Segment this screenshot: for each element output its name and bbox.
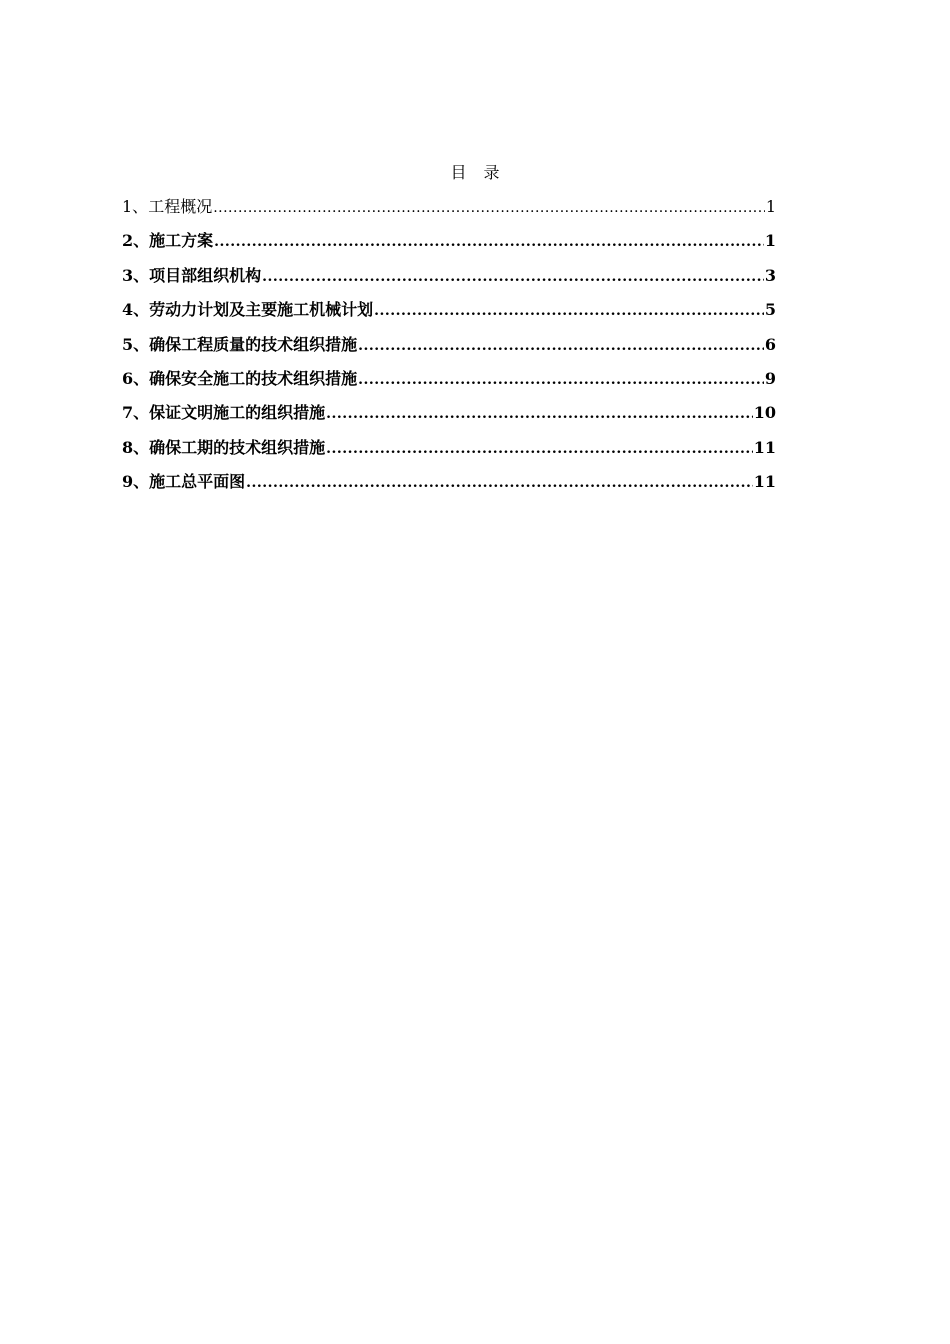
table-of-contents	[122, 196, 776, 506]
toc-entry-page: 9	[764, 368, 776, 388]
dot-leader	[326, 438, 753, 460]
toc-entry-number: 4、	[122, 300, 150, 320]
toc-entry[interactable]	[122, 299, 776, 333]
toc-entry-number: 8、	[122, 437, 150, 457]
dot-leader	[213, 197, 765, 219]
toc-entry-number: 9、	[122, 472, 150, 492]
toc-entry[interactable]	[122, 471, 776, 505]
dot-leader	[326, 403, 753, 425]
dot-leader	[358, 369, 764, 391]
toc-entry-page: 1	[764, 231, 776, 251]
toc-entry-number: 2、	[122, 231, 150, 251]
toc-entry-page: 11	[753, 472, 776, 492]
toc-entry-number: 5、	[122, 334, 150, 354]
toc-entry-label: 项目部组织机构	[149, 265, 262, 285]
toc-entry-number: 7、	[122, 403, 150, 423]
toc-entry-page: 3	[764, 265, 776, 285]
toc-entry-label: 施工总平面图	[149, 472, 246, 492]
dot-leader	[246, 472, 753, 494]
toc-entry-page: 6	[764, 334, 776, 354]
toc-entry-number: 6、	[122, 368, 150, 388]
toc-entry[interactable]	[122, 437, 776, 471]
toc-entry[interactable]	[122, 402, 776, 436]
dot-leader	[358, 335, 764, 357]
toc-title: 目 录	[450, 163, 506, 182]
toc-entry[interactable]	[122, 368, 776, 402]
dot-leader	[214, 231, 764, 253]
toc-entry-label: 劳动力计划及主要施工机械计划	[149, 300, 374, 320]
toc-entry-number: 1、	[122, 197, 149, 216]
toc-entry-label: 保证文明施工的组织措施	[149, 403, 326, 423]
toc-entry[interactable]	[122, 334, 776, 368]
toc-entry-page: 1	[765, 197, 776, 216]
toc-entry-label: 确保工期的技术组织措施	[149, 437, 326, 457]
toc-entry-page: 10	[753, 403, 776, 423]
toc-entry-label: 工程概况	[148, 197, 213, 216]
toc-entry-label: 施工方案	[149, 231, 214, 251]
toc-entry-page: 11	[753, 437, 776, 457]
toc-entry-page: 5	[764, 300, 776, 320]
dot-leader	[374, 300, 764, 322]
dot-leader	[262, 266, 764, 288]
toc-entry-label: 确保安全施工的技术组织措施	[149, 368, 358, 388]
toc-entry-label: 确保工程质量的技术组织措施	[149, 334, 358, 354]
toc-entry[interactable]	[122, 230, 776, 264]
toc-entry-number: 3、	[122, 265, 150, 285]
toc-entry[interactable]	[122, 265, 776, 299]
toc-entry[interactable]	[122, 196, 776, 230]
